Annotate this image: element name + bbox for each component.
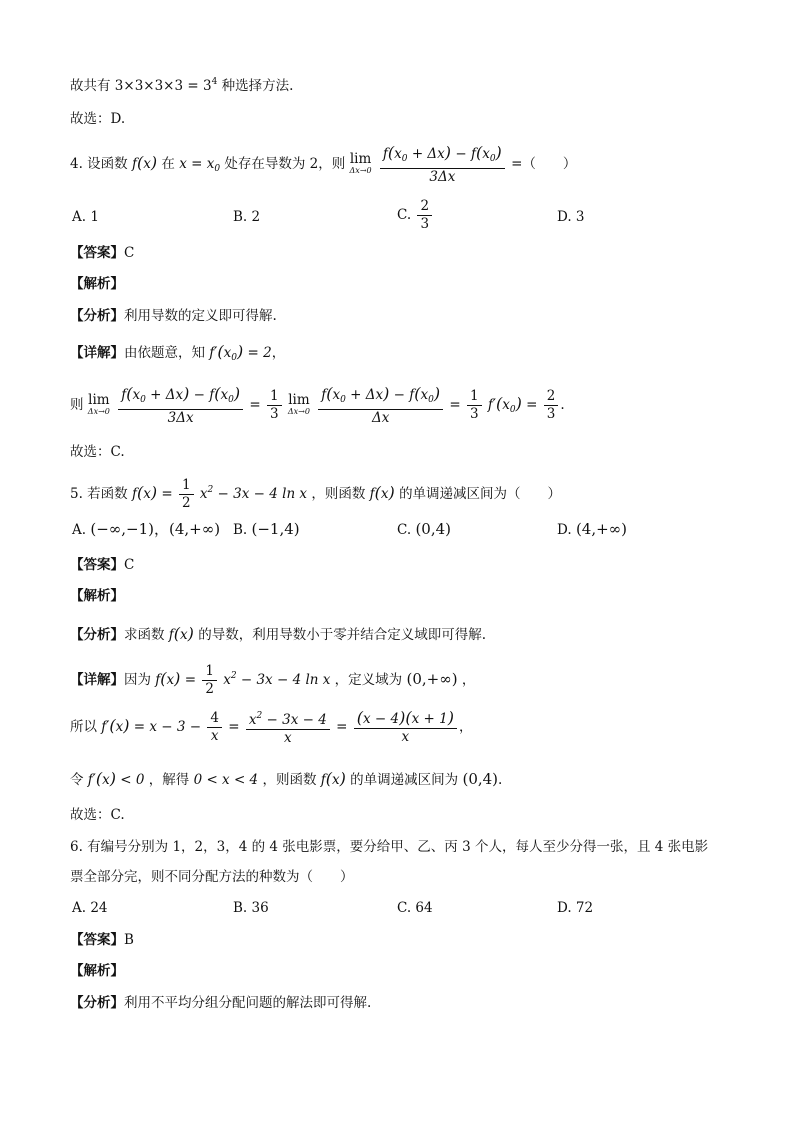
question-6-stem-line2: 票全部分完，则不同分配方法的种数为（ ） bbox=[70, 869, 354, 885]
option-a bbox=[72, 519, 220, 540]
text: ，解得 bbox=[148, 772, 190, 788]
option-value: (−∞,−1)，(4,+∞) bbox=[90, 520, 221, 538]
fenxi-tag: 【分析】 bbox=[70, 308, 124, 324]
option-value: (4,+∞) bbox=[575, 520, 628, 538]
xiangjie-tag: 【详解】 bbox=[70, 345, 124, 361]
question-5-stem bbox=[70, 470, 561, 514]
answer-line bbox=[70, 243, 134, 263]
xiangjie-line bbox=[70, 656, 475, 700]
fraction: $\frac{1}{2}$ bbox=[179, 477, 194, 512]
math: f′(x) < 0 bbox=[87, 769, 145, 788]
option-c bbox=[397, 198, 434, 233]
text: ，定义域为 bbox=[334, 672, 403, 688]
fraction: $\frac{2}{3}$ bbox=[544, 388, 559, 423]
math: f(x) bbox=[369, 483, 395, 502]
fenxi-tag: 【分析】 bbox=[70, 627, 124, 643]
fenxi-line bbox=[70, 993, 371, 1013]
option-b bbox=[233, 519, 300, 540]
option-value: (−1,4) bbox=[251, 520, 300, 538]
xiangjie-line bbox=[70, 342, 285, 368]
math-exponent: 4 bbox=[211, 77, 218, 87]
derivation-line: 则 lim Δx→0 $\frac{f(x_0 + \Delta x) - f(x_0)}{3\Delta x}$ = $\frac{1}{3}$ lim Δx→0 $\frac{f(x_0 + \Delta x) - f(x_0)}{\Delta x}$ = $\frac{1}{3}$ $f'(x_0)$ = $\frac{2}{3}$ . bbox=[70, 383, 565, 426]
answer-line bbox=[70, 555, 134, 575]
answer-value: C bbox=[124, 557, 135, 573]
option-d: D. 3 bbox=[557, 209, 585, 225]
text: . bbox=[498, 772, 503, 788]
option-label: C. bbox=[397, 207, 412, 223]
answer-tag: 【答案】 bbox=[70, 932, 124, 948]
domain-interval: (0,+∞) bbox=[406, 670, 458, 688]
option-a: A. 1 bbox=[72, 209, 99, 225]
option-label: C. bbox=[397, 522, 412, 538]
conclusion-line bbox=[70, 769, 502, 790]
text: ，则函数 bbox=[262, 772, 317, 788]
xiangjie-tag: 【详解】 bbox=[70, 672, 124, 688]
option-b: B. 36 bbox=[233, 900, 269, 916]
math-expr: 3×3×3×3 = 3 bbox=[114, 78, 212, 94]
text: ，则函数 bbox=[311, 486, 366, 502]
text: ， bbox=[461, 672, 476, 688]
text: 利用不平均分组分配问题的解法即可得解. bbox=[124, 995, 372, 1011]
text: 因为 bbox=[124, 672, 151, 688]
fraction: $\frac{4}{x}$ bbox=[207, 710, 222, 745]
math: 0 < x < 4 bbox=[193, 772, 259, 788]
text: 的导数，利用导数小于零并结合定义域即可得解. bbox=[198, 627, 487, 643]
text: 故共有 bbox=[70, 78, 111, 94]
answer-choice-line: 故选：D. bbox=[70, 111, 126, 127]
option-a: A. 24 bbox=[72, 900, 108, 916]
text: 的单调递减区间为（ ） bbox=[399, 486, 562, 502]
derivation-line: 所以 f′(x) = x − 3 − $\frac{4}{x}$ = $\frac{x^2 - 3x - 4}{x}$ = $\frac{(x - 4)(x + 1)}{x}$ ， bbox=[70, 708, 473, 746]
math: f(x) = bbox=[155, 669, 197, 688]
answer-value: C bbox=[124, 245, 135, 261]
math: f(x) bbox=[168, 624, 194, 643]
option-c bbox=[397, 519, 451, 540]
text: 求函数 bbox=[124, 627, 165, 643]
fraction: $\frac{1}{3}$ bbox=[267, 388, 282, 423]
limit: lim Δx→0 bbox=[287, 391, 310, 416]
option-d: D. 72 bbox=[557, 900, 594, 916]
option-value: (0,4) bbox=[415, 520, 451, 538]
fraction: $\frac{f(x_0 + \Delta x) - f(x_0)}{3\Delta x}$ bbox=[380, 144, 505, 186]
answer-line bbox=[70, 930, 134, 950]
text: 利用导数的定义即可得解. bbox=[124, 308, 277, 324]
math: f(x) bbox=[131, 153, 158, 172]
fraction: $\frac{2}{3}$ bbox=[417, 198, 432, 233]
text: 在 bbox=[161, 156, 175, 172]
option-c: C. 64 bbox=[397, 900, 433, 916]
text: ， bbox=[271, 345, 286, 361]
fraction: $\frac{1}{2}$ bbox=[202, 663, 217, 698]
answer-value: B bbox=[124, 932, 134, 948]
fraction: $\frac{f(x_0 + \Delta x) - f(x_0)}{3\Delta x}$ bbox=[118, 385, 243, 427]
fraction: $\frac{f(x_0 + \Delta x) - f(x_0)}{\Delta x}$ bbox=[318, 385, 443, 427]
answer-tag: 【答案】 bbox=[70, 245, 124, 261]
question-number: 5. 若函数 bbox=[70, 486, 128, 502]
answer-choice-line: 故选：C. bbox=[70, 444, 125, 460]
fraction: $\frac{x^2 - 3x - 4}{x}$ bbox=[246, 708, 330, 747]
option-label: A. bbox=[72, 522, 87, 538]
text: =（ ） bbox=[511, 156, 577, 172]
interval: (0,4) bbox=[462, 770, 499, 788]
answer-choice-line: 故选：C. bbox=[70, 807, 125, 823]
math: f(x) bbox=[320, 769, 346, 788]
math: f(x) = bbox=[131, 483, 173, 502]
option-d bbox=[557, 519, 627, 540]
question-6-stem-line1: 6. 有编号分别为 1，2，3，4 的 4 张电影票，要分给甲、乙、丙 3 个人，每人至少分得一张，且 4 张电影 bbox=[70, 839, 709, 855]
text: 则 bbox=[70, 397, 84, 413]
text: 所以 bbox=[70, 719, 97, 735]
text: 种选择方法. bbox=[221, 78, 294, 94]
fraction: $\frac{1}{3}$ bbox=[467, 388, 482, 423]
option-b: B. 2 bbox=[233, 209, 261, 225]
text: 由依题意，知 bbox=[124, 345, 205, 361]
question-number: 4. 设函数 bbox=[70, 156, 128, 172]
analysis-heading: 【解析】 bbox=[70, 963, 124, 979]
fraction: $\frac{(x - 4)(x + 1)}{x}$ bbox=[354, 709, 457, 746]
question-4-stem bbox=[70, 143, 576, 189]
text-line bbox=[70, 72, 293, 96]
answer-tag: 【答案】 bbox=[70, 557, 124, 573]
fenxi-line bbox=[70, 624, 486, 645]
math: $f'(x_0) = 2$ bbox=[209, 342, 272, 363]
math: $x^2 - 3x - 4$ ln x bbox=[199, 485, 308, 502]
analysis-heading: 【解析】 bbox=[70, 276, 124, 292]
limit: lim Δx→0 bbox=[349, 150, 372, 175]
option-label: B. bbox=[233, 522, 248, 538]
text: 处存在导数为 2，则 bbox=[224, 156, 346, 172]
option-label: D. bbox=[557, 522, 572, 538]
math: f′(x) = x − 3 − bbox=[101, 716, 202, 735]
math: $x^2 - 3x - 4$ ln x bbox=[223, 671, 331, 688]
analysis-heading: 【解析】 bbox=[70, 588, 124, 604]
text: 的单调递减区间为 bbox=[350, 772, 459, 788]
fenxi-tag: 【分析】 bbox=[70, 995, 124, 1011]
fenxi-line bbox=[70, 306, 277, 326]
limit: lim Δx→0 bbox=[87, 391, 110, 416]
text: 令 bbox=[70, 772, 84, 788]
math: $x = x_0$ bbox=[179, 156, 221, 174]
